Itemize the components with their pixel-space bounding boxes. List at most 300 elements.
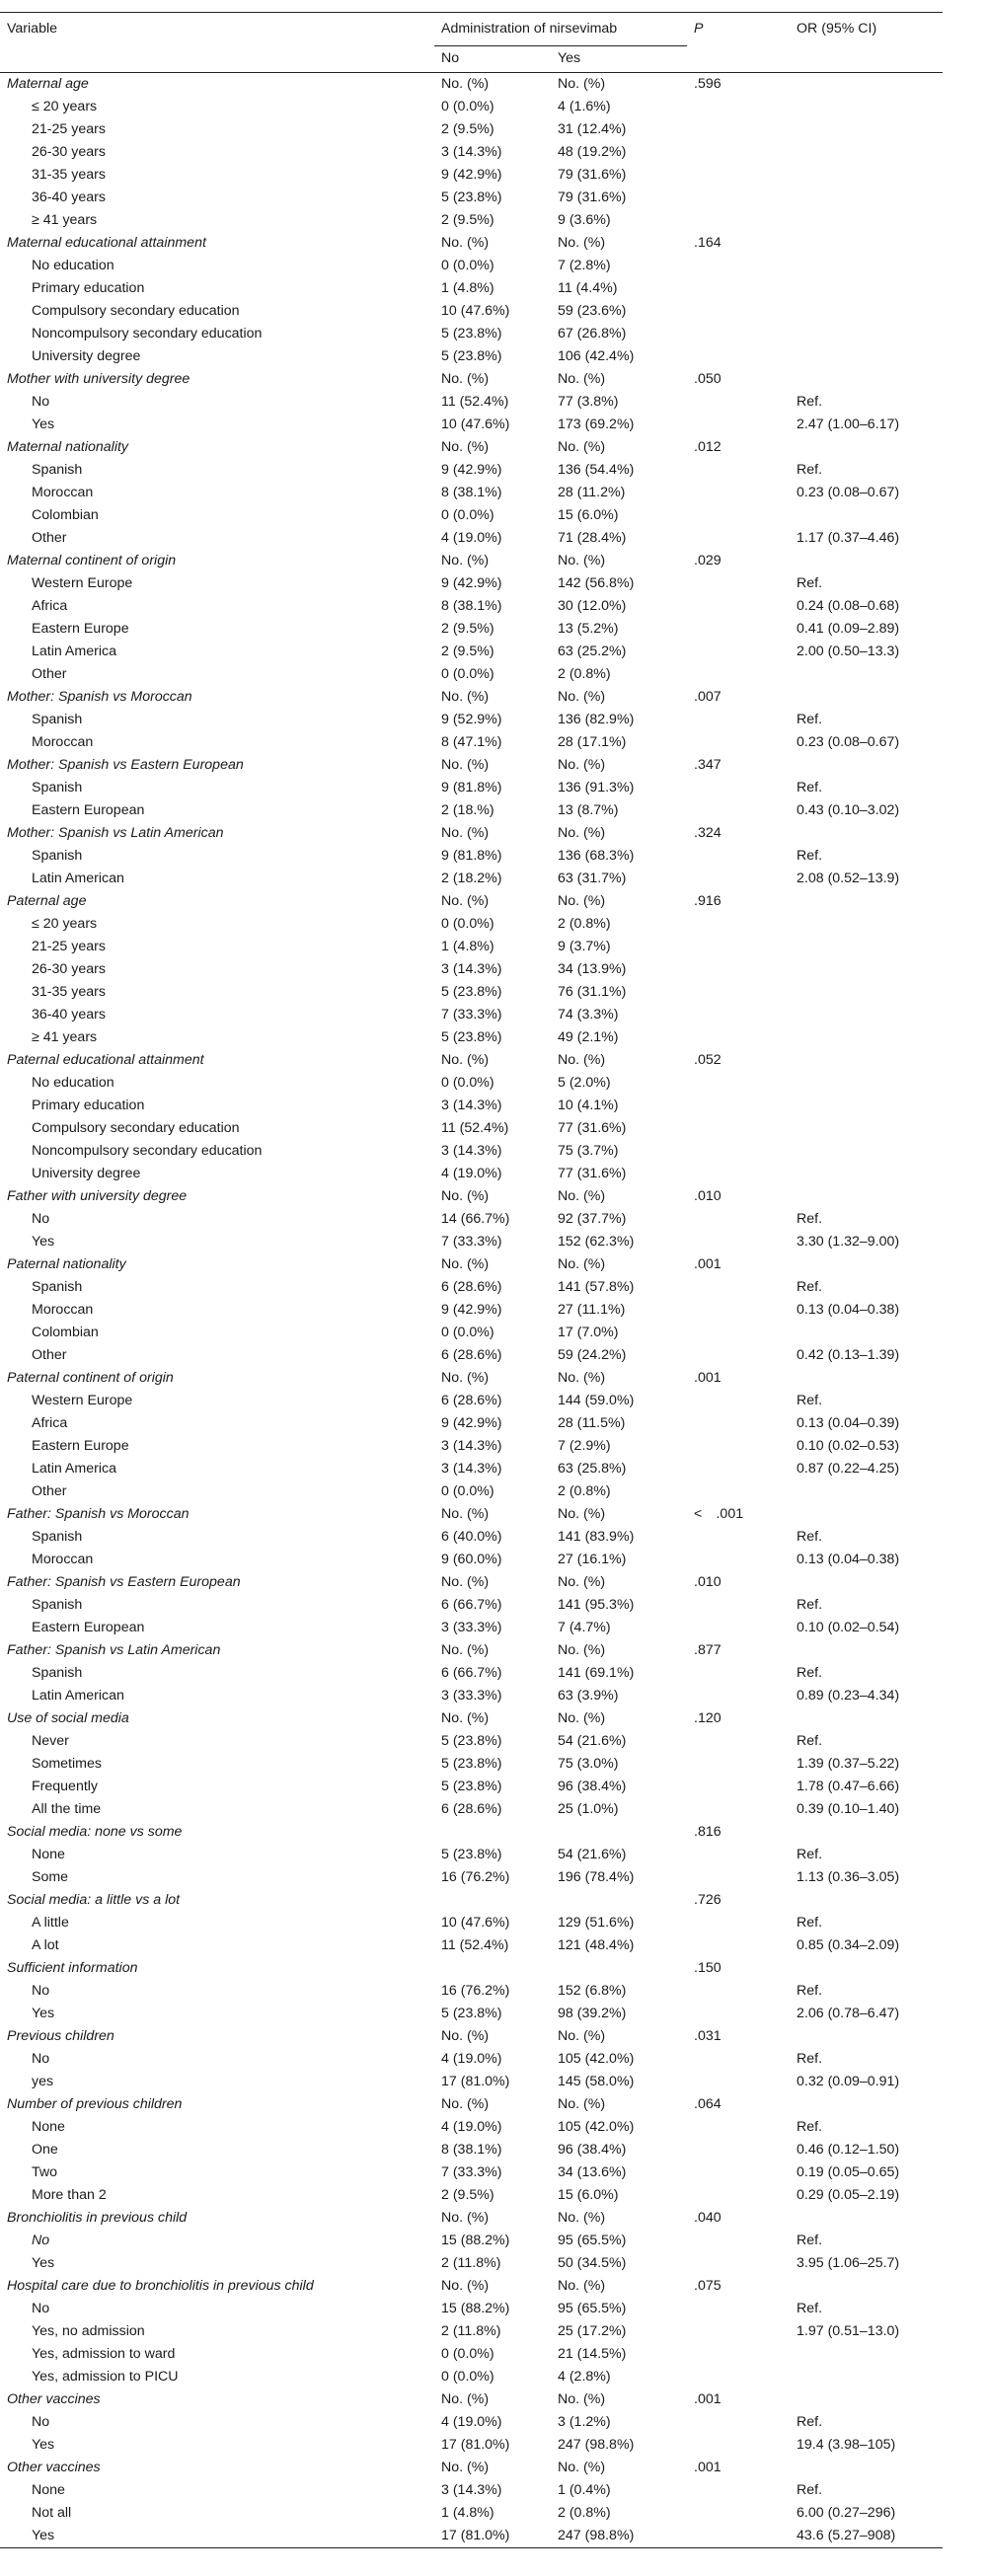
no-value: No. (%) — [441, 2027, 490, 2044]
no-value: 9 (42.9%) — [441, 166, 502, 183]
variable-name: Maternal nationality — [7, 438, 129, 455]
or-value: 1.78 (0.47–6.66) — [797, 1778, 900, 1794]
table-row — [0, 1662, 943, 1685]
p-value: .075 — [694, 2277, 721, 2294]
no-value: 0 (0.0%) — [441, 2345, 494, 2362]
no-value: 3 (33.3%) — [441, 1619, 502, 1635]
p-value — [687, 482, 790, 504]
no-value: 14 (66.7%) — [441, 1210, 510, 1227]
no-value: 17 (81.0%) — [441, 2073, 510, 2089]
variable-name: Western Europe — [32, 1392, 133, 1408]
variable-name: Social media: a little vs a lot — [7, 1891, 181, 1908]
or-value: 1.17 (0.37–4.46) — [797, 529, 900, 546]
table-row — [0, 572, 943, 595]
yes-value: 247 (98.8%) — [558, 2527, 635, 2543]
yes-value: 54 (21.6%) — [558, 1732, 627, 1749]
p-value — [687, 2411, 790, 2434]
p-value: < .001 — [694, 1505, 744, 1522]
or-value: 2.06 (0.78–6.47) — [797, 2005, 900, 2021]
yes-value: 96 (38.4%) — [558, 2141, 627, 2158]
yes-value: 63 (3.9%) — [558, 1687, 619, 1704]
or-value: 3.95 (1.06–25.7) — [797, 2254, 900, 2271]
or-value: 0.29 (0.05–2.19) — [797, 2186, 900, 2203]
table-row — [0, 323, 943, 345]
yes-value: 4 (1.6%) — [558, 98, 611, 114]
or-value — [790, 2343, 943, 2366]
no-value: 4 (19.0%) — [441, 2118, 502, 2135]
yes-value: 247 (98.8%) — [558, 2436, 635, 2453]
or-value — [790, 2366, 943, 2388]
variable-name: ≥ 41 years — [32, 1028, 98, 1045]
or-value: 3.30 (1.32–9.00) — [797, 1233, 900, 1250]
p-value — [687, 1458, 790, 1480]
no-value: 5 (23.8%) — [441, 347, 502, 364]
p-value — [687, 1798, 790, 1821]
no-value: 3 (14.3%) — [441, 1097, 502, 1113]
variable-name: Father: Spanish vs Latin American — [7, 1641, 221, 1658]
variable-name: Sometimes — [32, 1755, 102, 1772]
variable-name: 26-30 years — [32, 960, 106, 977]
or-value — [790, 255, 943, 277]
variable-name: University degree — [32, 347, 141, 364]
or-value: 19.4 (3.98–105) — [797, 2436, 896, 2453]
p-value — [687, 255, 790, 277]
or-value — [790, 1140, 943, 1163]
yes-value: 71 (28.4%) — [558, 529, 627, 546]
or-value — [790, 504, 943, 527]
variable-name: Latin American — [32, 870, 124, 886]
table-row — [0, 1912, 943, 1934]
variable-name: Yes — [32, 1233, 55, 1250]
variable-name: Eastern European — [32, 801, 145, 818]
or-value: Ref. — [797, 711, 823, 727]
or-value — [790, 958, 943, 981]
table-row — [0, 1163, 943, 1185]
no-value: 2 (9.5%) — [441, 643, 494, 659]
variable-row — [0, 2207, 943, 2230]
p-value — [687, 277, 790, 300]
table-row — [0, 1390, 943, 1412]
variable-name: 21-25 years — [32, 120, 106, 137]
no-value: 6 (28.6%) — [441, 1392, 502, 1408]
p-value — [687, 1662, 790, 1685]
variable-name: ≤ 20 years — [32, 915, 98, 932]
or-value — [790, 141, 943, 164]
no-value: 8 (47.1%) — [441, 733, 502, 750]
p-value: .001 — [694, 2390, 721, 2407]
yes-value: No. (%) — [558, 2027, 606, 2044]
p-value — [687, 2434, 790, 2457]
variable-name: Use of social media — [7, 1709, 129, 1726]
variable-row — [0, 686, 943, 709]
or-value — [790, 1889, 943, 1912]
yes-value: 17 (7.0%) — [558, 1324, 619, 1340]
p-value — [687, 1730, 790, 1753]
no-value: 9 (42.9%) — [441, 574, 502, 591]
variable-row — [0, 436, 943, 459]
or-value — [790, 1639, 943, 1662]
variable-header: Variable — [7, 21, 57, 37]
variable-name: Yes — [32, 2527, 55, 2543]
yes-value: 75 (3.0%) — [558, 1755, 619, 1772]
yes-value: 136 (68.3%) — [558, 847, 635, 864]
or-value — [790, 1117, 943, 1140]
table-row — [0, 391, 943, 414]
no-value: No. (%) — [441, 1255, 490, 1272]
table-row — [0, 868, 943, 890]
p-value — [687, 391, 790, 414]
p-value — [687, 868, 790, 890]
p-value — [687, 141, 790, 164]
yes-value: 75 (3.7%) — [558, 1142, 619, 1159]
table-row — [0, 641, 943, 663]
no-value: 16 (76.2%) — [441, 1868, 510, 1885]
yes-value: 7 (4.7%) — [558, 1619, 611, 1635]
p-value — [687, 527, 790, 550]
yes-value: 15 (6.0%) — [558, 506, 619, 523]
or-value: 0.23 (0.08–0.67) — [797, 484, 900, 500]
or-value — [790, 913, 943, 936]
variable-name: Paternal educational attainment — [7, 1051, 204, 1068]
variable-name: 31-35 years — [32, 983, 106, 1000]
table-row — [0, 1844, 943, 1866]
variable-name: Noncompulsory secondary education — [32, 1142, 263, 1159]
or-value: Ref. — [797, 2118, 823, 2135]
variable-row — [0, 232, 943, 255]
p-value — [687, 1435, 790, 1458]
p-value — [687, 323, 790, 345]
variable-name: Colombian — [32, 1324, 99, 1340]
results-table — [0, 12, 943, 2548]
yes-value: 10 (4.1%) — [558, 1097, 619, 1113]
no-value: No. (%) — [441, 824, 490, 841]
yes-value: 49 (2.1%) — [558, 1028, 619, 1045]
no-value: No. (%) — [441, 688, 490, 705]
yes-value: 9 (3.7%) — [558, 938, 611, 954]
variable-row — [0, 2388, 943, 2411]
variable-row — [0, 822, 943, 845]
or-value — [790, 209, 943, 232]
variable-name: Bronchiolitis in previous child — [7, 2209, 188, 2226]
yes-value: 152 (62.3%) — [558, 1233, 635, 1250]
variable-name: 31-35 years — [32, 166, 106, 183]
table-row — [0, 1072, 943, 1095]
no-value: 9 (60.0%) — [441, 1551, 502, 1567]
yes-value: 98 (39.2%) — [558, 2005, 627, 2021]
table-row — [0, 2320, 943, 2343]
table-row — [0, 2048, 943, 2071]
no-value: 2 (18.2%) — [441, 870, 502, 886]
administration-header: Administration of nirsevimab — [434, 13, 687, 46]
variable-name: No — [32, 2413, 50, 2430]
yes-value: 48 (19.2%) — [558, 143, 627, 160]
yes-value: No. (%) — [558, 75, 606, 92]
table-row — [0, 300, 943, 323]
variable-name: Previous children — [7, 2027, 114, 2044]
or-value — [790, 1004, 943, 1026]
variable-name: A little — [32, 1914, 69, 1931]
p-value — [687, 2343, 790, 2366]
no-value: 16 (76.2%) — [441, 1982, 510, 1999]
table-row — [0, 1617, 943, 1639]
variable-name: Eastern Europe — [32, 620, 129, 637]
no-value: 2 (11.8%) — [441, 2254, 501, 2271]
p-value — [687, 2003, 790, 2025]
or-value: 2.00 (0.50–13.3) — [797, 643, 900, 659]
yes-value: No. (%) — [558, 1255, 606, 1272]
yes-value: 31 (12.4%) — [558, 120, 627, 137]
p-value — [687, 981, 790, 1004]
yes-value: 13 (5.2%) — [558, 620, 619, 637]
p-value — [687, 164, 790, 187]
yes-value: 1 (0.4%) — [558, 2481, 611, 2498]
or-value — [790, 1707, 943, 1730]
p-header: P — [694, 21, 704, 37]
no-value: 5 (23.8%) — [441, 189, 502, 205]
p-value — [687, 663, 790, 686]
variable-row — [0, 890, 943, 913]
variable-name: Africa — [32, 597, 68, 614]
variable-row — [0, 2275, 943, 2298]
table-row — [0, 1730, 943, 1753]
yes-value: No. (%) — [558, 2209, 606, 2226]
variable-name: Yes, admission to ward — [32, 2345, 176, 2362]
no-value: 6 (66.7%) — [441, 1664, 502, 1681]
or-value: 0.89 (0.23–4.34) — [797, 1687, 900, 1704]
yes-value: 77 (31.6%) — [558, 1165, 627, 1181]
no-value: No. (%) — [441, 1641, 490, 1658]
p-value — [687, 1344, 790, 1367]
p-value: .001 — [694, 1255, 721, 1272]
or-value: 6.00 (0.27–296) — [797, 2504, 896, 2521]
yes-value: No. (%) — [558, 234, 606, 251]
variable-name: Spanish — [32, 847, 83, 864]
variable-name: Never — [32, 1732, 69, 1749]
yes-header: Yes — [551, 46, 687, 73]
p-value — [687, 459, 790, 482]
yes-value: 2 (0.8%) — [558, 2504, 611, 2521]
variable-name: No — [32, 1210, 50, 1227]
or-value — [790, 345, 943, 368]
no-value: 0 (0.0%) — [441, 1482, 494, 1499]
yes-value: 145 (58.0%) — [558, 2073, 635, 2089]
p-value — [687, 1117, 790, 1140]
p-value — [687, 1163, 790, 1185]
table-row — [0, 482, 943, 504]
table-row — [0, 709, 943, 731]
p-value — [687, 731, 790, 754]
table-row — [0, 731, 943, 754]
yes-value: No. (%) — [558, 1051, 606, 1068]
no-value: 15 (88.2%) — [441, 2232, 510, 2248]
variable-name: Social media: none vs some — [7, 1823, 183, 1840]
yes-value: 77 (31.6%) — [558, 1119, 627, 1136]
no-value: 3 (14.3%) — [441, 2481, 502, 2498]
variable-name: Latin America — [32, 643, 116, 659]
variable-row — [0, 550, 943, 572]
variable-name: Compulsory secondary education — [32, 302, 240, 319]
yes-value: 34 (13.9%) — [558, 960, 627, 977]
or-value — [790, 1367, 943, 1390]
no-value: No. (%) — [441, 1505, 490, 1522]
variable-name: Yes — [32, 2254, 55, 2271]
no-value: 3 (33.3%) — [441, 1687, 502, 1704]
table-row — [0, 277, 943, 300]
variable-name: Spanish — [32, 461, 83, 478]
variable-row — [0, 2025, 943, 2048]
no-value: No. (%) — [441, 438, 490, 455]
or-value: Ref. — [797, 2413, 823, 2430]
or-value — [790, 1185, 943, 1208]
variable-name: Mother with university degree — [7, 370, 190, 387]
yes-value: 136 (91.3%) — [558, 779, 635, 796]
or-value: 0.39 (0.10–1.40) — [797, 1800, 900, 1817]
or-value: 0.23 (0.08–0.67) — [797, 733, 900, 750]
variable-name: Latin America — [32, 1460, 116, 1477]
p-value: .064 — [694, 2095, 721, 2112]
p-value — [687, 572, 790, 595]
yes-value: 2 (0.8%) — [558, 915, 611, 932]
table-row — [0, 913, 943, 936]
or-value — [790, 686, 943, 709]
p-value: .324 — [694, 824, 721, 841]
variable-row — [0, 1639, 943, 1662]
variable-name: One — [32, 2141, 58, 2158]
p-value — [687, 2184, 790, 2207]
p-value — [687, 118, 790, 141]
variable-name: No — [32, 2050, 50, 2067]
variable-row — [0, 1889, 943, 1912]
variable-name: Father: Spanish vs Moroccan — [7, 1505, 190, 1522]
variable-row — [0, 1707, 943, 1730]
p-value: .150 — [694, 1959, 721, 1976]
variable-row — [0, 1367, 943, 1390]
yes-value: 59 (24.2%) — [558, 1346, 627, 1363]
no-header: No — [434, 46, 551, 73]
no-value: 10 (47.6%) — [441, 302, 510, 319]
yes-value: 105 (42.0%) — [558, 2118, 635, 2135]
no-value: 3 (14.3%) — [441, 143, 502, 160]
no-value: 3 (14.3%) — [441, 1142, 502, 1159]
table-row — [0, 1458, 943, 1480]
no-value: 5 (23.8%) — [441, 2005, 502, 2021]
variable-row — [0, 1821, 943, 1844]
or-value — [790, 822, 943, 845]
table-row — [0, 2071, 943, 2093]
no-value: 7 (33.3%) — [441, 1233, 502, 1250]
variable-name: Paternal continent of origin — [7, 1369, 174, 1386]
variable-name: No education — [32, 257, 114, 273]
variable-row — [0, 2457, 943, 2479]
p-value — [687, 1866, 790, 1889]
no-value: 9 (81.8%) — [441, 779, 502, 796]
table-row — [0, 1004, 943, 1026]
no-value: 4 (19.0%) — [441, 2050, 502, 2067]
table-row — [0, 255, 943, 277]
variable-name: None — [32, 2481, 65, 2498]
no-value: 5 (23.8%) — [441, 1755, 502, 1772]
or-value: 1.13 (0.36–3.05) — [797, 1868, 900, 1885]
yes-value: 34 (13.6%) — [558, 2163, 627, 2180]
table-row — [0, 2003, 943, 2025]
no-value: 2 (11.8%) — [441, 2322, 501, 2339]
yes-value: 96 (38.4%) — [558, 1778, 627, 1794]
no-value: 4 (19.0%) — [441, 1165, 502, 1181]
no-value: 5 (23.8%) — [441, 1846, 502, 1862]
or-value: Ref. — [797, 1528, 823, 1545]
no-value: 2 (9.5%) — [441, 620, 494, 637]
p-value — [687, 1276, 790, 1299]
or-value — [790, 1049, 943, 1072]
table-row — [0, 1980, 943, 2003]
p-value — [687, 641, 790, 663]
variable-name: 36-40 years — [32, 1006, 106, 1023]
no-value: 10 (47.6%) — [441, 1914, 510, 1931]
variable-name: Compulsory secondary education — [32, 1119, 240, 1136]
yes-value: 136 (54.4%) — [558, 461, 635, 478]
no-value: 7 (33.3%) — [441, 2163, 502, 2180]
p-value — [687, 2139, 790, 2161]
p-value — [687, 2366, 790, 2388]
or-value — [790, 1571, 943, 1594]
no-value: 6 (28.6%) — [441, 1278, 502, 1295]
p-value — [687, 1934, 790, 1957]
table-row — [0, 187, 943, 209]
or-value: Ref. — [797, 1596, 823, 1613]
variable-name: Colombian — [32, 506, 99, 523]
variable-name: 26-30 years — [32, 143, 106, 160]
p-value — [687, 209, 790, 232]
or-value — [790, 1163, 943, 1185]
table-row — [0, 164, 943, 187]
or-value — [790, 1026, 943, 1049]
variable-name: Number of previous children — [7, 2095, 183, 2112]
p-value — [687, 1322, 790, 1344]
table-row — [0, 1753, 943, 1776]
or-value: Ref. — [797, 1914, 823, 1931]
yes-value: No. (%) — [558, 1505, 606, 1522]
table-row — [0, 1299, 943, 1322]
or-value: 0.10 (0.02–0.54) — [797, 1619, 900, 1635]
p-value — [687, 2161, 790, 2184]
no-value: 17 (81.0%) — [441, 2436, 510, 2453]
variable-row — [0, 1253, 943, 1276]
p-value — [687, 2230, 790, 2252]
or-header: OR (95% CI) — [797, 21, 877, 37]
variable-name: Not all — [32, 2504, 72, 2521]
yes-value: No. (%) — [558, 1709, 606, 1726]
yes-value: No. (%) — [558, 438, 606, 455]
yes-value: 50 (34.5%) — [558, 2254, 627, 2271]
variable-name: Paternal age — [7, 892, 87, 909]
or-value: Ref. — [797, 574, 823, 591]
variable-name: ≤ 20 years — [32, 98, 98, 114]
variable-name: Primary education — [32, 1097, 145, 1113]
no-value: 2 (9.5%) — [441, 211, 494, 228]
no-value: 5 (23.8%) — [441, 325, 502, 341]
or-value: Ref. — [797, 2050, 823, 2067]
no-value: No. (%) — [441, 2459, 490, 2475]
variable-name: Moroccan — [32, 1551, 94, 1567]
table-row — [0, 799, 943, 822]
no-value: No. (%) — [441, 2390, 490, 2407]
no-value — [434, 1889, 551, 1912]
no-value: No. (%) — [441, 2209, 490, 2226]
p-value — [687, 1231, 790, 1253]
p-value: .010 — [694, 1573, 721, 1590]
p-value: .877 — [694, 1641, 721, 1658]
no-value: 6 (28.6%) — [441, 1346, 502, 1363]
